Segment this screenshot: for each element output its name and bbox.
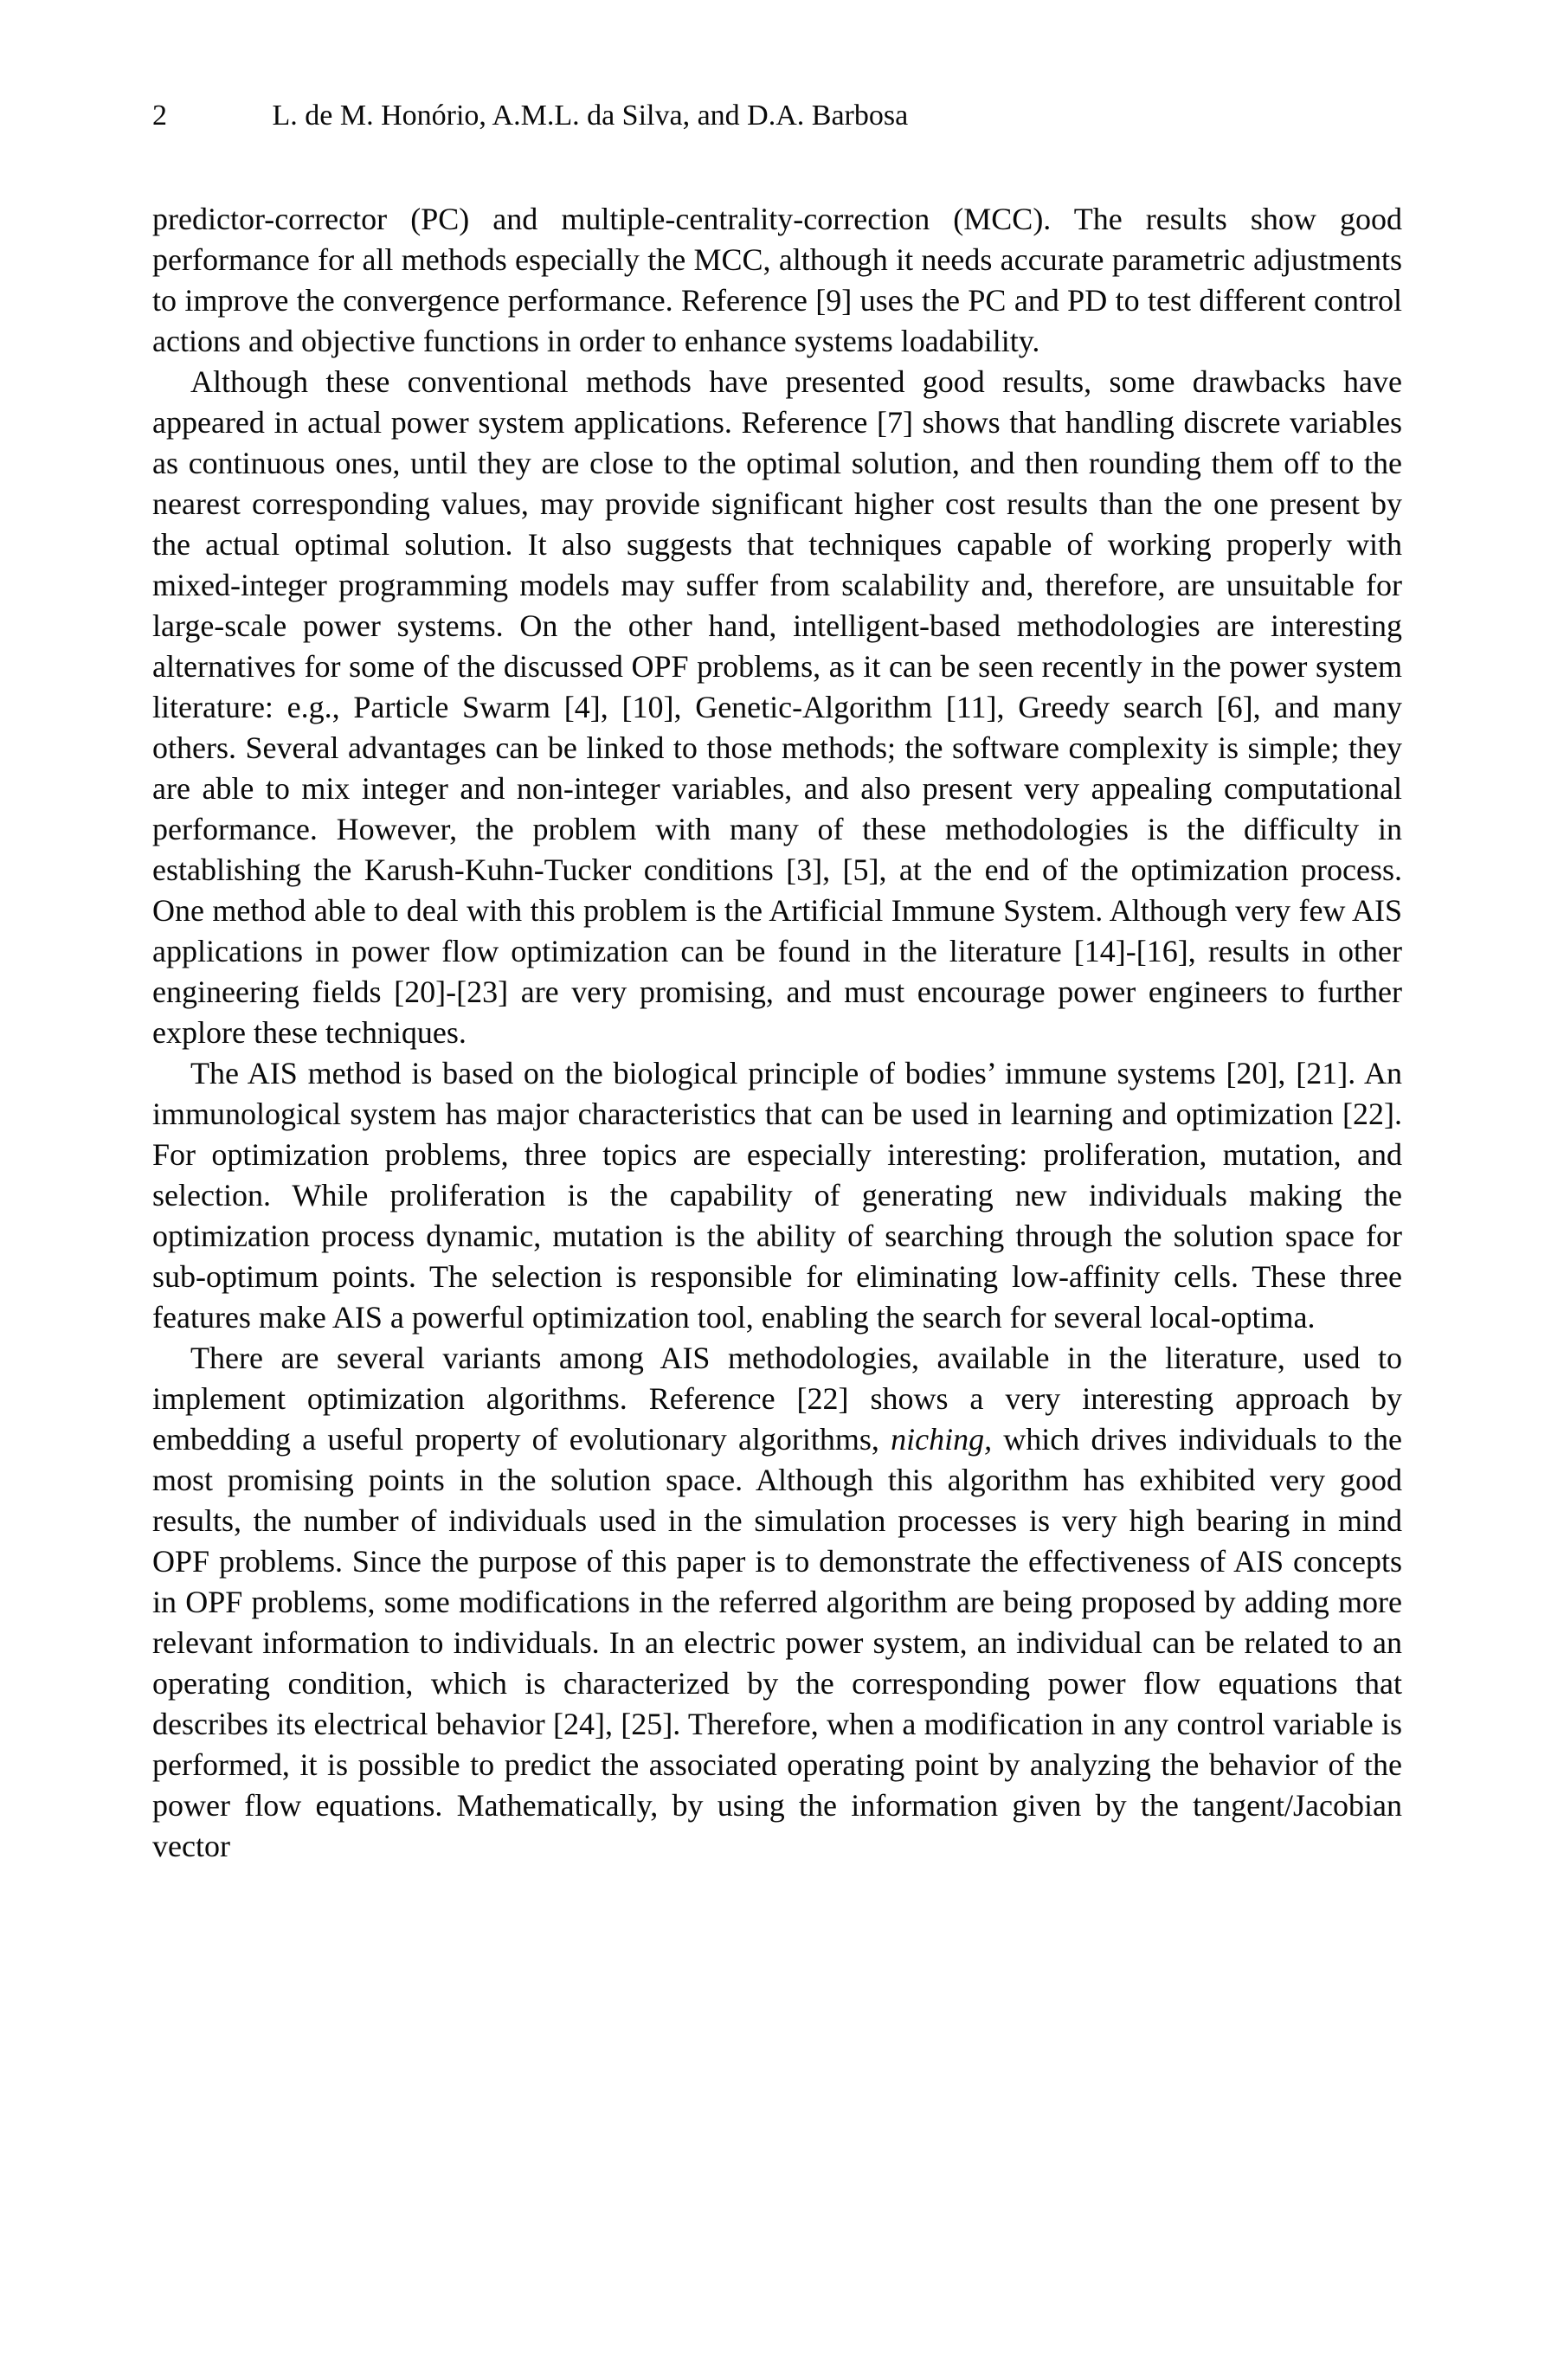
paragraph	[152, 1338, 1402, 1867]
page-header	[152, 97, 1402, 135]
paragraph: The AIS method is based on the biological principle of bodies’ immune systems [20], [21]. An immunological system has major characteristics that can be used in learning and optimization [22]. For optimization problems, three topics are especially interesting: proliferation, mutation, and selection. While proliferation is the capability of generating new individuals making the optimization process dynamic, mutation is the ability of searching through the solution space for sub-optimum points. The selection is responsible for eliminating low-affinity cells. These three features make AIS a powerful optimization tool, enabling the search for several local-optima.	[152, 1056, 1402, 1335]
running-title: L. de M. Honório, A.M.L. da Silva, and D.A. Barbosa	[272, 100, 909, 132]
paragraph-text-before-italic: There are several variants among AIS methodologies, available in the literature, used to implement optimization algorithms. Reference [22] shows a very interesting approach by embedding a useful property of evolutionary algorithms,	[152, 1341, 1402, 1457]
italic-term-niching: niching,	[891, 1422, 993, 1457]
paper-body	[152, 199, 1402, 1867]
paragraph-text-after-italic: which drives individuals to the most promising points in the solution space. Although this algorithm has exhibited very good results, the number of individuals used in the simulation processes is very high bearing in mind OPF problems. Since the purpose of this paper is to demonstrate the effectiveness of AIS concepts in OPF problems, some modifications in the referred algorithm are being proposed by adding more relevant information to individuals. In an electric power system, an individual can be related to an operating condition, which is characterized by the corresponding power flow equations that describes its electrical behavior [24], [25]. Therefore, when a modification in any control variable is performed, it is possible to predict the associated operating point by analyzing the behavior of the power flow equations. Mathematically, by using the information given by the tangent/Jacobian vector	[152, 1422, 1402, 1863]
paragraph-continuation: predictor-corrector (PC) and multiple-centrality-correction (MCC). The results show good performance for all methods especially the MCC, although it needs accurate parametric adjustments to improve the convergence performance. Reference [9] uses the PC and PD to test different control actions and objective functions in order to enhance systems loadability.	[152, 202, 1402, 358]
paragraph: Although these conventional methods have presented good results, some drawbacks have appeared in actual power system applications. Reference [7] shows that handling discrete variables as continuous ones, until they are close to the optimal solution, and then rounding them off to the nearest corresponding values, may provide significant higher cost results than the one present by the actual optimal solution. It also suggests that techniques capable of working properly with mixed-integer programming models may suffer from scalability and, therefore, are unsuitable for large-scale power systems. On the other hand, intelligent-based methodologies are interesting alternatives for some of the discussed OPF problems, as it can be seen recently in the power system literature: e.g., Particle Swarm [4], [10], Genetic-Algorithm [11], Greedy search [6], and many others. Several advantages can be linked to those methods; the software complexity is simple; they are able to mix integer and non-integer variables, and also present very appealing computational performance. However, the problem with many of these methodologies is the difficulty in establishing the Karush-Kuhn-Tucker conditions [3], [5], at the end of the optimization process. One method able to deal with this problem is the Artificial Immune System. Although very few AIS applications in power flow optimization can be found in the literature [14]-[16], results in other engineering fields [20]-[23] are very promising, and must encourage power engineers to further explore these techniques.	[152, 364, 1402, 1050]
page-number: 2	[152, 100, 167, 132]
